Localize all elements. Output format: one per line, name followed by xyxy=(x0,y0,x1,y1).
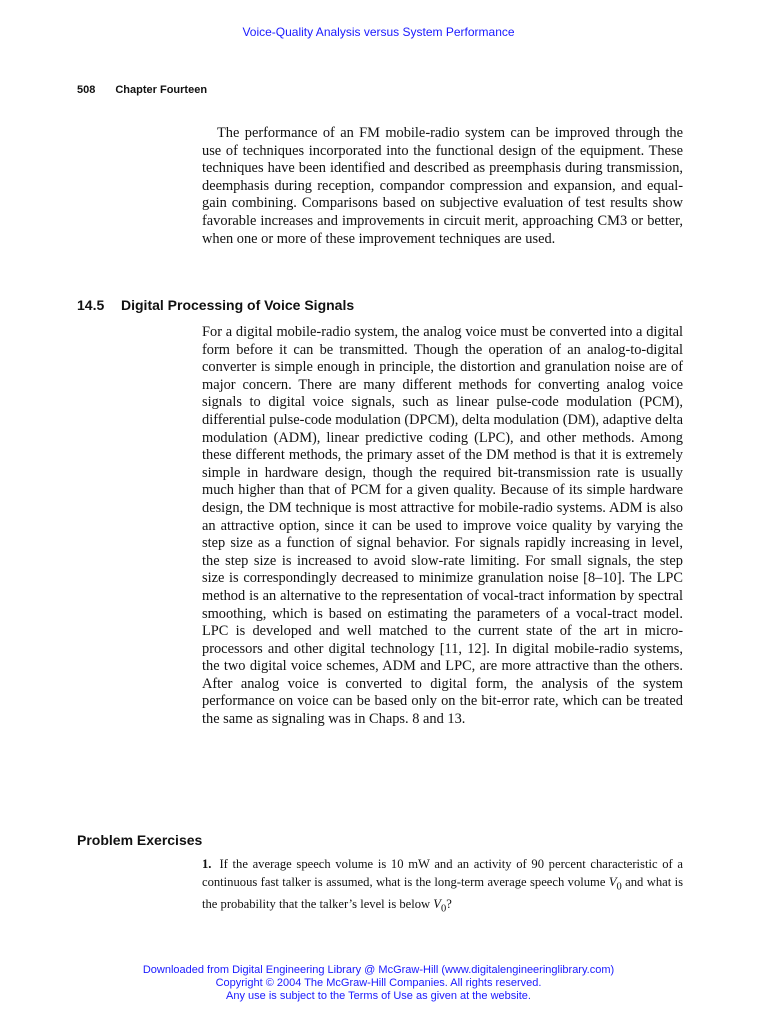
exercise-item xyxy=(202,856,683,918)
variable-v: V xyxy=(433,897,441,912)
footer-download-link[interactable]: Downloaded from Digital Engineering Library @ McGraw-Hill (www.digitalengineeringlibrary.com) xyxy=(142,964,615,976)
exercise-text: If the average speech volume is 10 mW and an activity of 90 percent characteristic of a continuous fast talker is assumed, what is the long-term average speech volume xyxy=(202,857,683,889)
footer xyxy=(0,964,757,1003)
section-body-paragraph: For a digital mobile-radio system, the analog voice must be converted into a digital form before it can be transmitted. Though the operation of an analog-to-digital converter is simple enough in principle, the distortion and granulation noise are of major concern. There are many different methods for converting analog voice signals to digital voice signals, such as linear pulse-code modulation (PCM), differential pulse-code modulation (DPCM), delta modulation (DM), adaptive delta modulation (ADM), linear predictive coding (LPC), and other methods. Among these different methods, the primary asset of the DM method is that it is extremely simple in hardware design, though the required bit-transmission rate is usually much higher than that of PCM for a given quality. Because of its simple hardware design, the DM technique is most attractive for mobile-radio systems. ADM is also an attractive option, since it can be used to improve voice quality by varying the step size as a function of signal behavior. For signals rapidly increasing in level, the step size is increased to avoid slow-rate limiting. For small signals, the step size is correspondingly decreased to minimize granulation noise [8–10]. The LPC method is an alternative to the representation of vocal-tract information by spectral smoothing, which is based on estimating the parameters of a vocal-tract model. LPC is developed and well matched to the current state of the art in micro-processors and other digital technology [11, 12]. In digital mobile-radio systems, the two digital voice schemes, ADM and LPC, are more attractive than the others. After analog voice is converted to digital form, the analysis of the system performance on voice can be based only on the bit-error rate, which can be treated the same as signaling was in Chaps. 8 and 13. xyxy=(202,324,683,728)
exercise-number: 1. xyxy=(202,857,212,871)
running-title-link[interactable]: Voice-Quality Analysis versus System Performance xyxy=(242,25,515,39)
variable-subscript: 0 xyxy=(441,903,447,915)
footer-terms-link[interactable]: Any use is subject to the Terms of Use as given at the website. xyxy=(226,990,531,1002)
page-number: 508 xyxy=(77,84,96,96)
variable-v: V xyxy=(608,874,617,889)
section-heading xyxy=(77,297,354,313)
exercise-text: and what is the probability that the talker’s level is below xyxy=(202,874,683,912)
section-title: Digital Processing of Voice Signals xyxy=(121,297,355,313)
page-header xyxy=(77,84,207,96)
footer-copyright-link[interactable]: Copyright © 2004 The McGraw-Hill Companies. All rights reserved. xyxy=(215,977,542,989)
exercises-heading: Problem Exercises xyxy=(77,832,203,848)
variable-subscript: 0 xyxy=(616,881,622,893)
section-number: 14.5 xyxy=(77,297,105,313)
intro-paragraph: The performance of an FM mobile-radio system can be improved through the use of techniques incorporated into the functional design of the equipment. These techniques have been identified and described as preemphasis during transmission, deemphasis during reception, compandor compression and expansion, and equal-gain combining. Comparisons based on subjective evaluation of test results show favorable increases and improvements in circuit merit, approaching CM3 or better, when one or more of these improvement techniques are used. xyxy=(202,125,683,247)
chapter-title: Chapter Fourteen xyxy=(115,84,208,96)
exercise-text: ? xyxy=(446,897,452,912)
